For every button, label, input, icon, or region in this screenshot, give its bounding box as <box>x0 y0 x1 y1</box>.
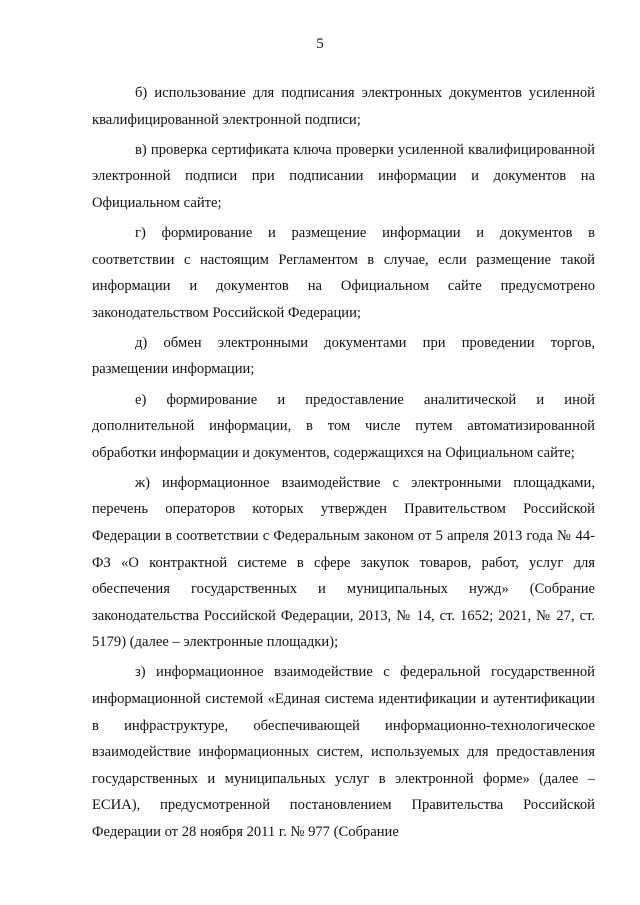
paragraph-zh: ж) информационное взаимодействие с электронными площадками, перечень операторов которых утвержден Правительством Российской Федерации в соответствии с Федеральным законом от 5 апреля 2013 года № 44-ФЗ «О контрактной системе в сфере закупок товаров, работ, услуг для обеспечения государственных и муниципальных нужд» (Собрание законодательства Российской Федерации, 2013, № 14, ст. 1652; 2021, № 27, ст. 5179) (далее – электронные площадки); <box>92 474 595 651</box>
paragraph-e: е) формирование и предоставление аналитической и иной дополнительной информации, в том числе путем автоматизированной обработки информации и документов, содержащихся на Официальном сайте; <box>92 391 595 461</box>
page-number: 5 <box>316 36 324 52</box>
paragraph-g: г) формирование и размещение информации и документов в соответствии с настоящим Регламентом в случае, если размещение такой информации и документов на Официальном сайте предусмотрено законодательством Российской Федерации; <box>92 224 595 321</box>
paragraph-b: б) использование для подписания электронных документов усиленной квалифицированной электронной подписи; <box>92 85 595 128</box>
paragraph-v: в) проверка сертификата ключа проверки усиленной квалифицированной электронной подписи при подписании информации и документов на Официальном сайте; <box>92 141 595 211</box>
paragraph-d: д) обмен электронными документами при проведении торгов, размещении информации; <box>92 334 595 378</box>
paragraph-z: з) информационное взаимодействие с федеральной государственной информационной системой «Единая система идентификации и аутентификации в инфраструктуре, обеспечивающей информационно-технологическое взаимодействие информационных систем, используемых для предоставления государственных и муниципальных услуг в электронной форме» (далее – ЕСИА), предусмотренной постановлением Правительства Российской Федерации от 28 ноября 2011 г. № 977 (Собрание <box>92 664 595 841</box>
document-body <box>92 80 595 849</box>
